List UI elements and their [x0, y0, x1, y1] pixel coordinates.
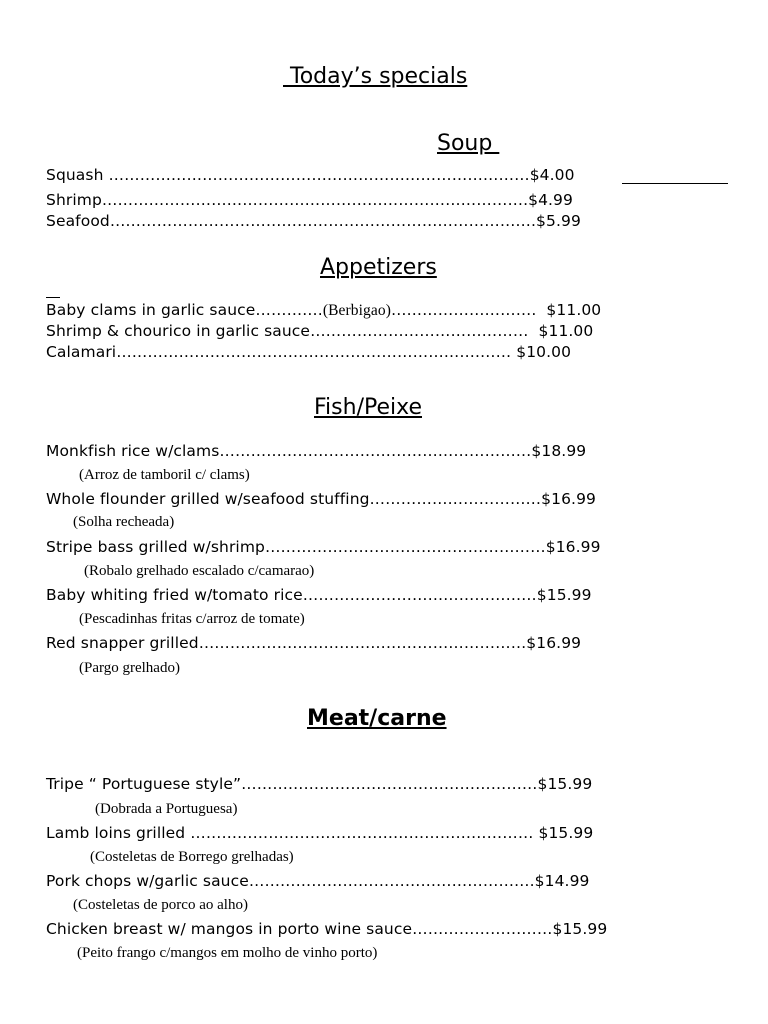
page-title: Today’s specials	[283, 64, 468, 89]
menu-item: Chicken breast w/ mangos in porto wine sauce………………………$15.99	[46, 920, 608, 938]
menu-item: Monkfish rice w/clams……………………………………………………$18.99	[46, 442, 587, 460]
menu-item: Baby whiting fried w/tomato rice………………………………………$15.99	[46, 586, 592, 604]
menu-item-translation: (Pescadinhas fritas c/arroz de tomate)	[79, 611, 305, 627]
menu-item-translation: (Pargo grelhado)	[79, 660, 180, 676]
menu-item: Seafood……………………………………………………………………….$5.99	[46, 212, 581, 230]
menu-item-translation: (Arroz de tamboril c/ clams)	[79, 467, 250, 483]
menu-item: Calamari…………………………………………………………….…… $10.00	[46, 343, 572, 361]
menu-item: Lamb loins grilled ………………………………………………………… $15.99	[46, 824, 594, 842]
menu-item: Squash ………………………………………………………………………$4.00	[46, 166, 575, 184]
menu-item-translation: (Solha recheada)	[73, 514, 175, 530]
section-heading-meat: Meat/carne	[307, 706, 447, 731]
menu-item-translation: (Costeletas de porco ao alho)	[73, 897, 248, 913]
menu-item: Baby clams in garlic sauce………….(Berbigao)………………………. $11.00	[46, 301, 602, 319]
divider	[46, 297, 60, 298]
menu-item-translation: (Dobrada a Portuguesa)	[95, 801, 238, 817]
menu-item: Pork chops w/garlic sauce……………………………………………….$14.99	[46, 872, 590, 890]
menu-item: Stripe bass grilled w/shrimp………………………………………………$16.99	[46, 538, 601, 556]
menu-item-translation: (Costeletas de Borrego grelhadas)	[90, 849, 294, 865]
menu-item: Whole flounder grilled w/seafood stuffing……………………………$16.99	[46, 490, 596, 508]
menu-item: Red snapper grilled………………………………………………………$16.99	[46, 634, 582, 652]
menu-item-translation: (Peito frango c/mangos em molho de vinho porto)	[77, 945, 378, 961]
divider	[622, 183, 728, 184]
menu-item: Shrimp……………………………………………………………………….$4.99	[46, 191, 573, 209]
menu-item: Tripe “ Portuguese style”…………………………………………………$15.99	[46, 775, 593, 793]
section-heading-appetizers: Appetizers	[320, 255, 437, 280]
menu-item: Shrimp & chourico in garlic sauce…………………………………… $11.00	[46, 322, 594, 340]
section-heading-fish: Fish/Peixe	[314, 395, 422, 420]
section-heading-soup: Soup	[437, 131, 500, 156]
menu-item-translation: (Robalo grelhado escalado c/camarao)	[84, 563, 315, 579]
